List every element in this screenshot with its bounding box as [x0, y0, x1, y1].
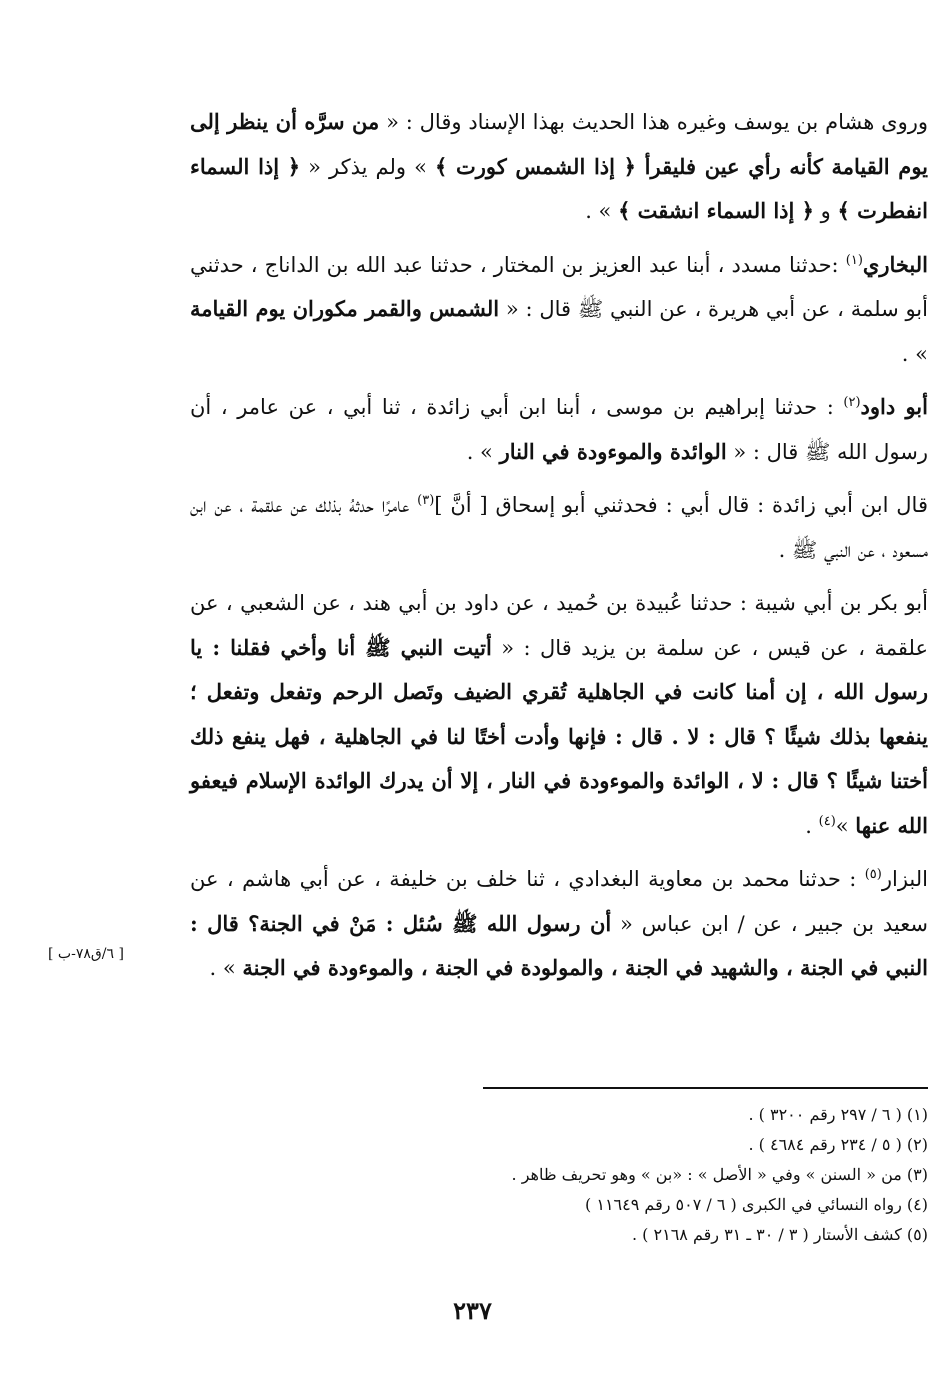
surah-reference: ﴿ إذا السماء انشقت ﴾ — [618, 198, 814, 223]
text-run: وروى هشام بن يوسف وغيره هذا الحديث بهذا الإسناد وقال : « — [379, 110, 928, 134]
text-run: . — [805, 813, 819, 838]
footnote-ref: (٤) — [818, 813, 836, 829]
text-run: :حدثنا مسدد ، أبنا عبد العزيز بن المختار ، حدثنا عبد الله بن الداناج ، حدثني أبو سلمة ، عن أبي هريرة ، عن النبي ﷺ قال : « — [190, 252, 928, 321]
footnote-ref: (٢) — [843, 395, 861, 410]
source-name: البخاري — [862, 251, 928, 277]
footnote-ref: (١) — [845, 252, 863, 268]
page-number: ٢٣٧ — [453, 1296, 492, 1325]
paragraph-ibn-abi-zaida — [190, 483, 928, 572]
text-run: » . — [585, 199, 619, 223]
footnote: (١) ( ٦ / ٢٩٧ رقم ٣٢٠٠ ) . — [748, 1105, 928, 1124]
text-run: » — [835, 813, 856, 838]
paragraph-abu-dawud — [190, 385, 928, 474]
main-text — [190, 100, 928, 991]
text-run: أبو بكر بن أبي شيبة : حدثنا عُبيدة بن حُميد ، عن داود بن أبي هند ، عن الشعبي ، عن علقمة ، عن قيس ، عن سلمة بن يزيد قال : « — [190, 591, 928, 660]
footnote: (٤) رواه النسائي في الكبرى ( ٦ / ٥٠٧ رقم ١١٦٤٩ ) — [585, 1195, 928, 1214]
hadith-text: الشمس والقمر مكوران يوم القيامة — [190, 296, 500, 321]
text-run: : حدثنا إبراهيم بن موسى ، أبنا ابن أبي زائدة ، ثنا أبي ، عن عامر ، أن رسول الله ﷺ قال : « — [190, 395, 928, 464]
text-run: » . — [901, 341, 928, 366]
hadith-text: أتيت النبي ﷺ أنا وأخي فقلنا : يا رسول الله ، إن أمنا كانت في الجاهلية تُقري الضيف وتَصل الرحم وتفعل وتفعل ؛ ينفعها بذلك شيئًا ؟ قال : لا . قال : فإنها وأدت أختًا لنا في الجاهلية ، فهل ينفع ذلك أختنا شيئًا ؟ قال : لا ، الوائدة والموءودة في النار ، إلا أن يدرك الوائدة الإسلام فيعفو الله عنها — [190, 634, 928, 838]
hadith-text: الوائدة والموءودة في النار — [499, 438, 727, 464]
hadith-text: أن رسول الله ﷺ سُئل : مَنْ في الجنة؟ قال : النبي في الجنة ، والشهيد في الجنة ، والمولودة في الجنة ، والموءودة في الجنة — [190, 910, 928, 980]
text-run: : حدثنا محمد بن معاوية البغدادي ، ثنا خلف بن خليفة ، عن أبي هاشم ، عن سعيد بن جبير ، عن / ابن عباس « — [190, 867, 928, 936]
paragraph-bazzar — [190, 857, 928, 991]
text-run: » . — [466, 439, 500, 464]
hadith-text: من سرَّه أن ينظر إلى يوم القيامة كأنه رأي عين فليقرأ ﴿ إذا الشمس كورت ﴾ — [190, 109, 929, 179]
footnotes — [300, 1100, 928, 1250]
text-run: قال ابن أبي زائدة : قال أبي : فحدثني أبو إسحاق [ أنَّ ] — [434, 493, 928, 517]
footnote: (٢) ( ٥ / ٢٣٤ رقم ٤٦٨٤ ) . — [748, 1135, 928, 1154]
paragraph-hisham — [190, 100, 928, 234]
text-run: عامرًا حدثهُ بذلك عن علقمة ، عن ابن مسعود ، عن النبي ﷺ . — [190, 493, 928, 562]
footnote-ref: (٣) — [417, 493, 435, 508]
footnote: (٣) من « السنن » وفي « الأصل » : «بن » وهو تحريف ظاهر . — [511, 1165, 928, 1184]
footnote: (٥) كشف الأستار ( ٣ / ٣٠ ـ ٣١ رقم ٢١٦٨ ) . — [632, 1225, 928, 1244]
paragraph-bukhari — [190, 243, 928, 377]
text-run: و — [813, 199, 838, 223]
source-name: أبو داود — [860, 394, 928, 419]
surah-reference: ﴿ إذا السماء انفطرت ﴾ — [190, 153, 928, 223]
manuscript-folio-marker: [ ٦/ق٧٨-ب ] — [48, 946, 124, 962]
text-run: » ولم يذكر « — [300, 154, 435, 179]
paragraph-ibn-abi-shayba — [190, 581, 928, 848]
text-run: » . — [209, 956, 243, 980]
footnote-ref: (٥) — [864, 867, 882, 882]
footnote-divider — [483, 1087, 928, 1089]
source-name: البزار — [881, 867, 928, 891]
